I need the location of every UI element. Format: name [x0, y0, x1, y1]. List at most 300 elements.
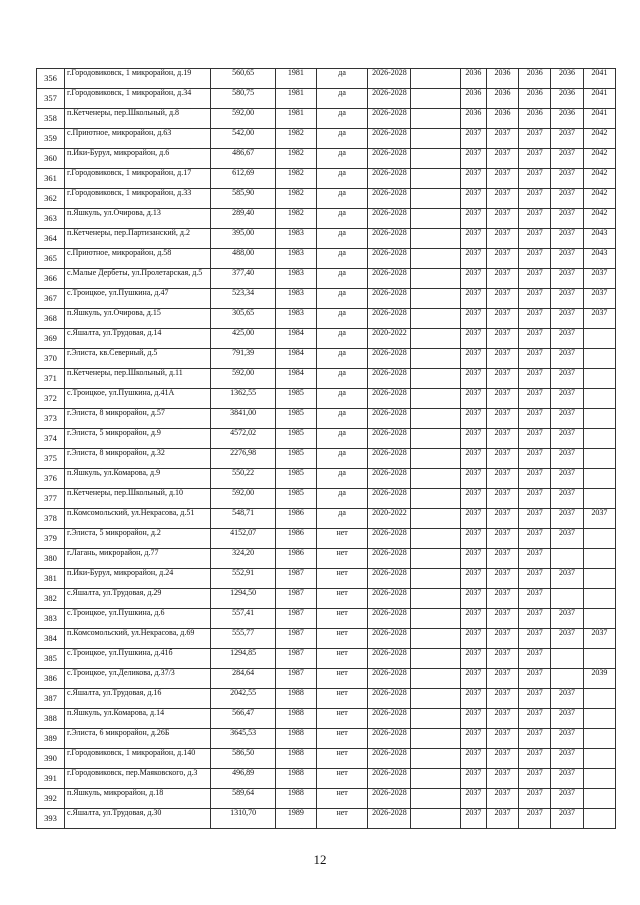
- year-d-cell: 2037: [551, 489, 583, 509]
- year-e-cell: 2042: [583, 129, 615, 149]
- year-b-cell: 2036: [486, 109, 518, 129]
- year-d-cell: 2037: [551, 709, 583, 729]
- table-row: [37, 649, 616, 669]
- year-c-cell: 2037: [519, 149, 551, 169]
- year-e-cell: 2037: [583, 509, 615, 529]
- year-a-cell: 2037: [460, 229, 486, 249]
- flag-cell: нет: [316, 709, 368, 729]
- year-b-cell: 2037: [486, 549, 518, 569]
- year-b-cell: 2037: [486, 149, 518, 169]
- year-built-cell: 1983: [275, 289, 316, 309]
- empty-col-cell: [411, 409, 461, 429]
- year-c-cell: 2037: [519, 749, 551, 769]
- address-cell: с.Малые Дербеты, ул.Пролетарская, д.5: [64, 269, 210, 289]
- row-number-cell: 361: [37, 169, 65, 189]
- year-a-cell: 2037: [460, 149, 486, 169]
- year-built-cell: 1982: [275, 189, 316, 209]
- table-row: [37, 569, 616, 589]
- year-b-cell: 2037: [486, 489, 518, 509]
- year-a-cell: 2037: [460, 729, 486, 749]
- period-cell: 2026-2028: [368, 749, 411, 769]
- year-c-cell: 2037: [519, 649, 551, 669]
- period-cell: 2020-2022: [368, 329, 411, 349]
- year-c-cell: 2037: [519, 309, 551, 329]
- year-c-cell: 2037: [519, 389, 551, 409]
- row-number-cell: 372: [37, 389, 65, 409]
- table-row: [37, 129, 616, 149]
- flag-cell: да: [316, 169, 368, 189]
- address-cell: с.Троицкое, ул.Деликова, д.37/3: [64, 669, 210, 689]
- year-built-cell: 1983: [275, 249, 316, 269]
- year-e-cell: [583, 449, 615, 469]
- period-cell: 2026-2028: [368, 429, 411, 449]
- area-cell: 4152,07: [211, 529, 276, 549]
- flag-cell: да: [316, 329, 368, 349]
- year-built-cell: 1985: [275, 469, 316, 489]
- period-cell: 2026-2028: [368, 789, 411, 809]
- year-built-cell: 1988: [275, 709, 316, 729]
- period-cell: 2026-2028: [368, 149, 411, 169]
- year-b-cell: 2037: [486, 669, 518, 689]
- address-cell: г.Городовиковск, 1 микрорайон, д.34: [64, 89, 210, 109]
- year-built-cell: 1989: [275, 809, 316, 829]
- flag-cell: нет: [316, 529, 368, 549]
- address-cell: п.Кетченеры, пер.Школьный, д.8: [64, 109, 210, 129]
- address-cell: п.Ики-Бурул, микрорайон, д.24: [64, 569, 210, 589]
- table-row: [37, 689, 616, 709]
- empty-col-cell: [411, 129, 461, 149]
- year-a-cell: 2037: [460, 329, 486, 349]
- year-d-cell: 2037: [551, 169, 583, 189]
- area-cell: 566,47: [211, 709, 276, 729]
- year-e-cell: [583, 649, 615, 669]
- row-number-cell: 371: [37, 369, 65, 389]
- period-cell: 2026-2028: [368, 549, 411, 569]
- year-d-cell: 2037: [551, 389, 583, 409]
- year-d-cell: [551, 669, 583, 689]
- year-a-cell: 2036: [460, 109, 486, 129]
- year-a-cell: 2037: [460, 409, 486, 429]
- period-cell: 2026-2028: [368, 609, 411, 629]
- empty-col-cell: [411, 209, 461, 229]
- table-row: [37, 629, 616, 649]
- flag-cell: нет: [316, 749, 368, 769]
- year-a-cell: 2037: [460, 789, 486, 809]
- table-row: [37, 469, 616, 489]
- table-row: [37, 249, 616, 269]
- period-cell: 2026-2028: [368, 469, 411, 489]
- empty-col-cell: [411, 429, 461, 449]
- area-cell: 592,00: [211, 369, 276, 389]
- year-d-cell: [551, 589, 583, 609]
- empty-col-cell: [411, 729, 461, 749]
- area-cell: 377,40: [211, 269, 276, 289]
- period-cell: 2026-2028: [368, 809, 411, 829]
- area-cell: 592,00: [211, 109, 276, 129]
- empty-col-cell: [411, 629, 461, 649]
- row-number-cell: 374: [37, 429, 65, 449]
- year-d-cell: 2037: [551, 209, 583, 229]
- row-number-cell: 379: [37, 529, 65, 549]
- period-cell: 2020-2022: [368, 509, 411, 529]
- year-built-cell: 1988: [275, 689, 316, 709]
- year-c-cell: 2037: [519, 229, 551, 249]
- row-number-cell: 376: [37, 469, 65, 489]
- year-b-cell: 2037: [486, 289, 518, 309]
- empty-col-cell: [411, 89, 461, 109]
- row-number-cell: 366: [37, 269, 65, 289]
- row-number-cell: 390: [37, 749, 65, 769]
- area-cell: 612,69: [211, 169, 276, 189]
- year-a-cell: 2037: [460, 209, 486, 229]
- year-e-cell: [583, 609, 615, 629]
- table-row: [37, 669, 616, 689]
- year-built-cell: 1986: [275, 529, 316, 549]
- flag-cell: нет: [316, 769, 368, 789]
- period-cell: 2026-2028: [368, 629, 411, 649]
- year-c-cell: 2037: [519, 729, 551, 749]
- row-number-cell: 360: [37, 149, 65, 169]
- year-c-cell: 2037: [519, 349, 551, 369]
- year-e-cell: 2042: [583, 209, 615, 229]
- year-a-cell: 2036: [460, 89, 486, 109]
- flag-cell: да: [316, 389, 368, 409]
- table-row: [37, 449, 616, 469]
- year-b-cell: 2037: [486, 789, 518, 809]
- flag-cell: да: [316, 109, 368, 129]
- flag-cell: нет: [316, 629, 368, 649]
- housing-table: [36, 68, 616, 829]
- area-cell: 592,00: [211, 489, 276, 509]
- year-built-cell: 1982: [275, 129, 316, 149]
- flag-cell: да: [316, 129, 368, 149]
- year-a-cell: 2037: [460, 129, 486, 149]
- table-row: [37, 729, 616, 749]
- year-c-cell: 2037: [519, 129, 551, 149]
- period-cell: 2026-2028: [368, 669, 411, 689]
- row-number-cell: 384: [37, 629, 65, 649]
- year-d-cell: 2037: [551, 569, 583, 589]
- year-a-cell: 2037: [460, 809, 486, 829]
- empty-col-cell: [411, 709, 461, 729]
- year-c-cell: 2037: [519, 809, 551, 829]
- table-row: [37, 269, 616, 289]
- year-c-cell: 2037: [519, 529, 551, 549]
- year-e-cell: 2043: [583, 249, 615, 269]
- year-d-cell: 2037: [551, 789, 583, 809]
- table-row: [37, 329, 616, 349]
- year-built-cell: 1983: [275, 229, 316, 249]
- area-cell: 552,91: [211, 569, 276, 589]
- year-e-cell: 2037: [583, 309, 615, 329]
- table-row: [37, 389, 616, 409]
- address-cell: с.Троицкое, ул.Пушкина, д.6: [64, 609, 210, 629]
- year-d-cell: 2037: [551, 249, 583, 269]
- period-cell: 2026-2028: [368, 709, 411, 729]
- empty-col-cell: [411, 489, 461, 509]
- table-row: [37, 509, 616, 529]
- table-row: [37, 289, 616, 309]
- address-cell: п.Кетченеры, пер.Партизанский, д.2: [64, 229, 210, 249]
- period-cell: 2026-2028: [368, 349, 411, 369]
- year-built-cell: 1985: [275, 429, 316, 449]
- area-cell: 550,22: [211, 469, 276, 489]
- empty-col-cell: [411, 749, 461, 769]
- year-b-cell: 2037: [486, 649, 518, 669]
- year-b-cell: 2036: [486, 69, 518, 89]
- empty-col-cell: [411, 469, 461, 489]
- period-cell: 2026-2028: [368, 649, 411, 669]
- empty-col-cell: [411, 189, 461, 209]
- empty-col-cell: [411, 69, 461, 89]
- year-a-cell: 2037: [460, 649, 486, 669]
- year-c-cell: 2037: [519, 369, 551, 389]
- year-e-cell: 2039: [583, 669, 615, 689]
- empty-col-cell: [411, 609, 461, 629]
- year-d-cell: 2037: [551, 149, 583, 169]
- area-cell: 2042,55: [211, 689, 276, 709]
- address-cell: с.Троицкое, ул.Пушкина, д.41А: [64, 389, 210, 409]
- year-b-cell: 2037: [486, 529, 518, 549]
- empty-col-cell: [411, 349, 461, 369]
- row-number-cell: 387: [37, 689, 65, 709]
- flag-cell: да: [316, 349, 368, 369]
- year-d-cell: 2037: [551, 329, 583, 349]
- row-number-cell: 364: [37, 229, 65, 249]
- table-row: [37, 609, 616, 629]
- empty-col-cell: [411, 269, 461, 289]
- table-row: [37, 409, 616, 429]
- row-number-cell: 357: [37, 89, 65, 109]
- table-row: [37, 429, 616, 449]
- year-built-cell: 1982: [275, 209, 316, 229]
- year-a-cell: 2037: [460, 349, 486, 369]
- table-row: [37, 149, 616, 169]
- year-b-cell: 2037: [486, 269, 518, 289]
- flag-cell: нет: [316, 809, 368, 829]
- year-a-cell: 2037: [460, 529, 486, 549]
- year-b-cell: 2037: [486, 409, 518, 429]
- year-d-cell: 2037: [551, 349, 583, 369]
- year-c-cell: 2037: [519, 269, 551, 289]
- flag-cell: да: [316, 209, 368, 229]
- year-d-cell: 2037: [551, 529, 583, 549]
- year-b-cell: 2037: [486, 769, 518, 789]
- year-d-cell: 2036: [551, 89, 583, 109]
- year-a-cell: 2037: [460, 449, 486, 469]
- year-e-cell: [583, 529, 615, 549]
- flag-cell: нет: [316, 589, 368, 609]
- year-e-cell: [583, 789, 615, 809]
- year-d-cell: 2037: [551, 469, 583, 489]
- year-d-cell: 2037: [551, 229, 583, 249]
- flag-cell: да: [316, 309, 368, 329]
- table-row: [37, 589, 616, 609]
- year-a-cell: 2037: [460, 689, 486, 709]
- address-cell: с.Яшалта, ул.Трудовая, д.30: [64, 809, 210, 829]
- year-built-cell: 1988: [275, 729, 316, 749]
- year-built-cell: 1987: [275, 609, 316, 629]
- row-number-cell: 356: [37, 69, 65, 89]
- year-a-cell: 2037: [460, 749, 486, 769]
- address-cell: п.Кетченеры, пер.Школьный, д.11: [64, 369, 210, 389]
- table-body: [37, 69, 616, 829]
- flag-cell: да: [316, 489, 368, 509]
- period-cell: 2026-2028: [368, 489, 411, 509]
- area-cell: 305,65: [211, 309, 276, 329]
- flag-cell: да: [316, 269, 368, 289]
- area-cell: 289,40: [211, 209, 276, 229]
- year-e-cell: [583, 409, 615, 429]
- year-built-cell: 1983: [275, 309, 316, 329]
- year-b-cell: 2037: [486, 689, 518, 709]
- empty-col-cell: [411, 289, 461, 309]
- year-built-cell: 1981: [275, 69, 316, 89]
- flag-cell: нет: [316, 569, 368, 589]
- empty-col-cell: [411, 169, 461, 189]
- address-cell: п.Комсомольский, ул.Некрасова, д.51: [64, 509, 210, 529]
- table-row: [37, 529, 616, 549]
- row-number-cell: 362: [37, 189, 65, 209]
- year-e-cell: [583, 749, 615, 769]
- flag-cell: нет: [316, 669, 368, 689]
- period-cell: 2026-2028: [368, 249, 411, 269]
- area-cell: 580,75: [211, 89, 276, 109]
- address-cell: с.Троицкое, ул.Пушкина, д.41б: [64, 649, 210, 669]
- year-built-cell: 1985: [275, 489, 316, 509]
- year-b-cell: 2037: [486, 509, 518, 529]
- year-d-cell: 2037: [551, 729, 583, 749]
- year-b-cell: 2037: [486, 369, 518, 389]
- year-d-cell: 2037: [551, 769, 583, 789]
- area-cell: 324,20: [211, 549, 276, 569]
- year-e-cell: [583, 549, 615, 569]
- period-cell: 2026-2028: [368, 369, 411, 389]
- address-cell: с.Яшалта, ул.Трудовая, д.29: [64, 589, 210, 609]
- year-b-cell: 2037: [486, 709, 518, 729]
- table-row: [37, 309, 616, 329]
- year-d-cell: 2037: [551, 289, 583, 309]
- empty-col-cell: [411, 389, 461, 409]
- row-number-cell: 370: [37, 349, 65, 369]
- empty-col-cell: [411, 809, 461, 829]
- year-e-cell: [583, 429, 615, 449]
- year-built-cell: 1987: [275, 589, 316, 609]
- address-cell: г.Элиста, 8 микрорайон, д.32: [64, 449, 210, 469]
- year-c-cell: 2037: [519, 769, 551, 789]
- year-a-cell: 2037: [460, 189, 486, 209]
- table-row: [37, 349, 616, 369]
- year-b-cell: 2037: [486, 609, 518, 629]
- flag-cell: нет: [316, 729, 368, 749]
- year-a-cell: 2037: [460, 169, 486, 189]
- address-cell: г.Элиста, 5 микрорайон, д.9: [64, 429, 210, 449]
- year-d-cell: 2037: [551, 129, 583, 149]
- year-a-cell: 2036: [460, 69, 486, 89]
- year-built-cell: 1985: [275, 389, 316, 409]
- year-e-cell: [583, 329, 615, 349]
- area-cell: 555,77: [211, 629, 276, 649]
- row-number-cell: 363: [37, 209, 65, 229]
- year-d-cell: [551, 549, 583, 569]
- area-cell: 585,90: [211, 189, 276, 209]
- area-cell: 589,64: [211, 789, 276, 809]
- year-built-cell: 1984: [275, 329, 316, 349]
- year-c-cell: 2036: [519, 69, 551, 89]
- year-c-cell: 2037: [519, 329, 551, 349]
- year-e-cell: [583, 769, 615, 789]
- year-d-cell: 2037: [551, 689, 583, 709]
- flag-cell: да: [316, 289, 368, 309]
- period-cell: 2026-2028: [368, 589, 411, 609]
- year-d-cell: 2037: [551, 809, 583, 829]
- empty-col-cell: [411, 669, 461, 689]
- year-e-cell: [583, 589, 615, 609]
- table-row: [37, 749, 616, 769]
- year-b-cell: 2037: [486, 129, 518, 149]
- row-number-cell: 380: [37, 549, 65, 569]
- table-row: [37, 209, 616, 229]
- address-cell: п.Кетченеры, пер.Школьный, д.10: [64, 489, 210, 509]
- year-b-cell: 2037: [486, 749, 518, 769]
- year-built-cell: 1986: [275, 549, 316, 569]
- period-cell: 2026-2028: [368, 569, 411, 589]
- year-c-cell: 2036: [519, 89, 551, 109]
- year-built-cell: 1987: [275, 569, 316, 589]
- flag-cell: да: [316, 409, 368, 429]
- table-row: [37, 709, 616, 729]
- flag-cell: нет: [316, 789, 368, 809]
- period-cell: 2026-2028: [368, 129, 411, 149]
- year-a-cell: 2037: [460, 709, 486, 729]
- flag-cell: да: [316, 429, 368, 449]
- flag-cell: да: [316, 189, 368, 209]
- year-e-cell: 2043: [583, 229, 615, 249]
- area-cell: 1310,70: [211, 809, 276, 829]
- address-cell: г.Элиста, 5 микрорайон, д.2: [64, 529, 210, 549]
- empty-col-cell: [411, 249, 461, 269]
- area-cell: 425,00: [211, 329, 276, 349]
- period-cell: 2026-2028: [368, 769, 411, 789]
- year-c-cell: 2037: [519, 429, 551, 449]
- year-a-cell: 2037: [460, 489, 486, 509]
- period-cell: 2026-2028: [368, 89, 411, 109]
- year-built-cell: 1988: [275, 769, 316, 789]
- empty-col-cell: [411, 529, 461, 549]
- year-d-cell: 2037: [551, 629, 583, 649]
- year-b-cell: 2037: [486, 629, 518, 649]
- flag-cell: да: [316, 229, 368, 249]
- page-number: 12: [313, 852, 327, 867]
- area-cell: 488,00: [211, 249, 276, 269]
- year-e-cell: [583, 689, 615, 709]
- year-a-cell: 2037: [460, 669, 486, 689]
- row-number-cell: 388: [37, 709, 65, 729]
- year-a-cell: 2037: [460, 269, 486, 289]
- year-built-cell: 1987: [275, 649, 316, 669]
- year-e-cell: 2037: [583, 629, 615, 649]
- year-d-cell: 2037: [551, 309, 583, 329]
- year-d-cell: [551, 649, 583, 669]
- year-b-cell: 2037: [486, 169, 518, 189]
- flag-cell: да: [316, 69, 368, 89]
- area-cell: 1362,55: [211, 389, 276, 409]
- period-cell: 2026-2028: [368, 309, 411, 329]
- year-c-cell: 2037: [519, 289, 551, 309]
- empty-col-cell: [411, 689, 461, 709]
- address-cell: п.Яшкуль, ул.Очирова, д.13: [64, 209, 210, 229]
- year-b-cell: 2037: [486, 249, 518, 269]
